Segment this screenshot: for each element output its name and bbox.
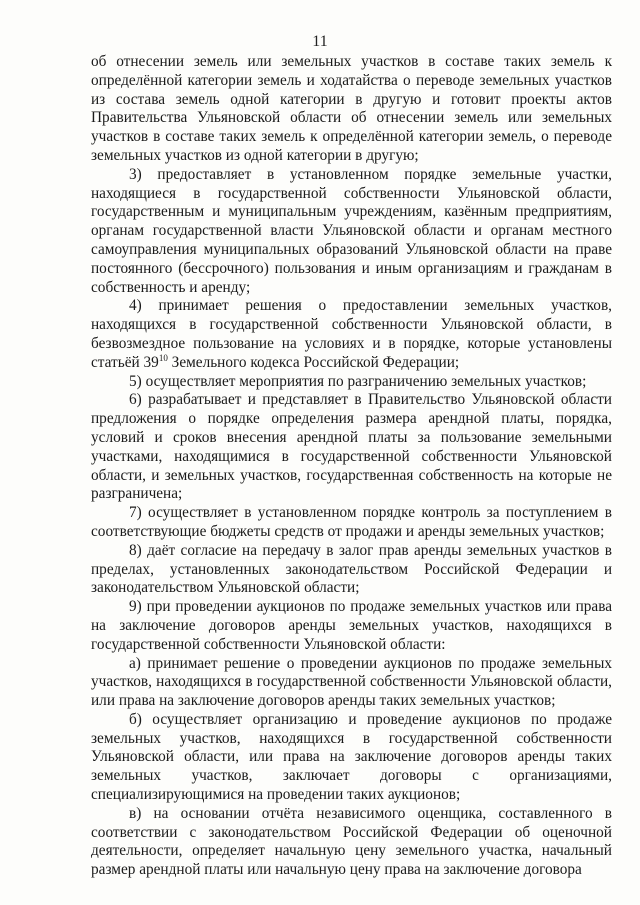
superscript-10: 10 — [158, 352, 168, 363]
paragraph-item-7: 7) осуществляет в установленном порядке контроль за поступлением в соответствующие бюджеты средств от продажи и аренды земельных участков; — [91, 504, 612, 540]
paragraph-item-8: 8) даёт согласие на передачу в залог прав аренды земельных участков в пределах, установленных законодательством Российской Федерации и законодательством Ульяновской области; — [91, 541, 612, 597]
page-number: 11 — [312, 33, 328, 50]
subparagraph-b: б) осуществляет организацию и проведение аукционов по продаже земельных участков, находящихся в государственной собственности Ульяновской области, или права на заключение договоров аренды таких земельных участков, заключает договоры с организациями, специализирующимися на проведении таких аукционов; — [91, 710, 612, 804]
paragraph-item-9: 9) при проведении аукционов по продаже земельных участков или права на заключение договоров аренды земельных участков, находящихся в государственной собственности Ульяновской области: — [91, 598, 612, 653]
paragraph-item-4-tail: Земельного кодекса Российской Федерации; — [167, 353, 460, 371]
paragraph-item-3: 3) предоставляет в установленном порядке земельные участки, находящиеся в государственной собственности Ульяновской области, государственным и муниципальным учреждениям, казённым предприятиям, органам государственной власти Ульяновской области и органам местного самоуправления муниципальных образований Ульяновской области на праве постоянного (бессрочного) пользования и иным организациям и гражданам в собственность и аренду; — [91, 165, 612, 296]
paragraph-continuation: об отнесении земель или земельных участков в составе таких земель к определённой категории земель и ходатайства о переводе земельных участков из состава земель одной категории в другую и готовит проекты актов Правительства Ульяновской области об отнесении земель или земельных участков в составе таких земель к определённой категории земель, о переводе земельных участков из одной категории в другую; — [91, 53, 612, 164]
document-body — [91, 53, 612, 880]
subparagraph-a: а) принимает решение о проведении аукционов по продаже земельных участков, находящихся в государственной собственности Ульяновской области, или права на заключение договоров аренды таких земельных участков; — [91, 654, 612, 710]
paragraph-item-4 — [91, 297, 612, 372]
paragraph-item-5: 5) осуществляет мероприятия по разграничению земельных участков; — [129, 372, 587, 390]
paragraph-item-4-text: 4) принимает решения о предоставлении земельных участков, находящихся в государственной собственности Ульяновской области, в безвозмездное пользование на условиях и в порядке, которые установлены статьёй 39 — [91, 297, 612, 371]
paragraph-item-6: 6) разрабатывает и представляет в Правительство Ульяновской области предложения о порядке определения размера арендной платы, порядка, условий и сроков внесения арендной платы за пользование земельными участками, находящимися в государственной собственности Ульяновской области, и земельных участков, государственная собственность на которые не разграничена; — [91, 391, 612, 503]
subparagraph-v: в) на основании отчёта независимого оценщика, составленного в соответствии с законодательством Российской Федерации об оценочной деятельности, определяет начальную цену земельного участка, начальный размер арендной платы или начальную цену права на заключение договора — [91, 804, 612, 879]
